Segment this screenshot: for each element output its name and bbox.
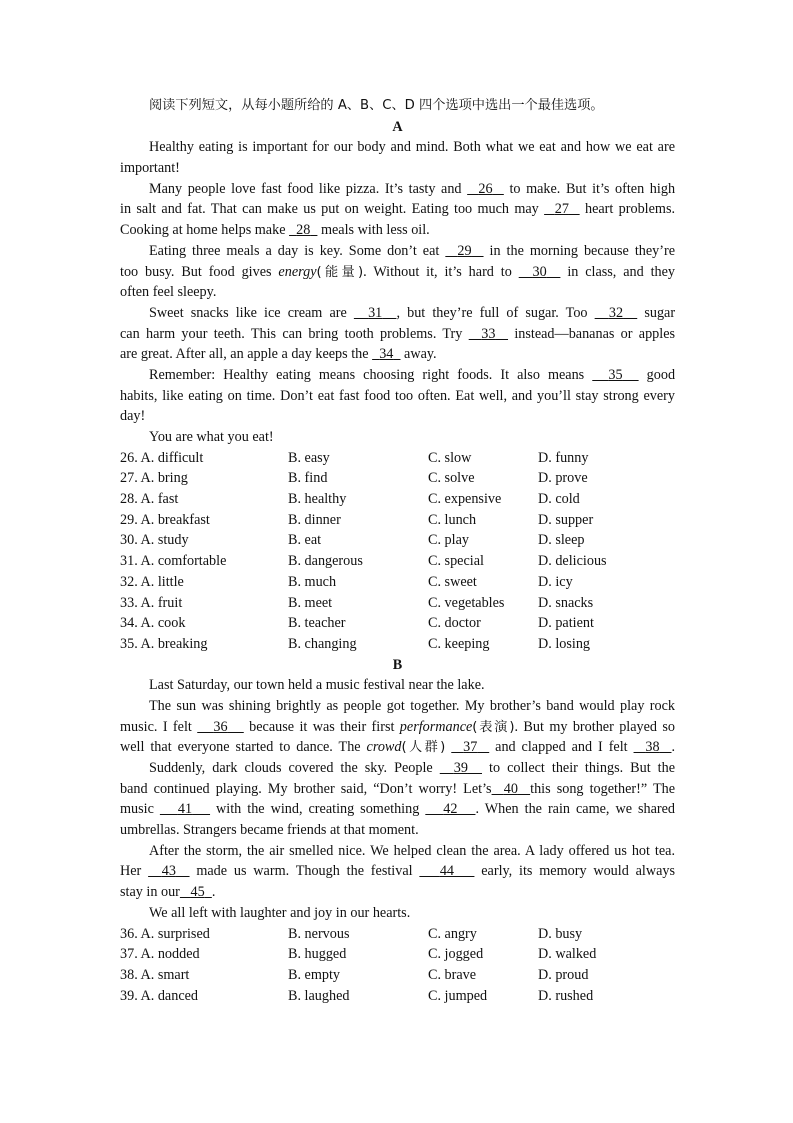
- section-a-options: [120, 448, 675, 655]
- passage-b-line: Suddenly, dark clouds covered the sky. People 39 to collect their things. But the: [149, 760, 675, 776]
- option-row: 38. A. smart B. empty C. brave D. proud: [120, 966, 589, 983]
- passage-a-line: habits, like eating on time. Don’t eat fast food too often. Eat well, and you’ll stay strong every: [120, 387, 675, 404]
- passage-b-line: After the storm, the air smelled nice. We helped clean the area. A lady offered us hot tea.: [149, 842, 675, 859]
- option-row: 32. A. little B. much C. sweet D. icy: [120, 573, 573, 590]
- passage-b-line: music. I felt 36 because it was their first performance(表演). But my brother played so: [120, 718, 676, 735]
- option-row: 37. A. nodded B. hugged C. jogged D. walked: [120, 946, 597, 963]
- option-row: 36. A. surprised B. nervous C. angry D. busy: [120, 925, 583, 942]
- passage-b-line: band continued playing. My brother said, “Don’t worry! Let’s 40 this song together!” The: [120, 780, 676, 797]
- section-b-heading: B: [392, 656, 403, 673]
- passage-a-line: important!: [120, 160, 180, 177]
- blank-32: 32: [608, 304, 624, 321]
- blank-31: 31: [368, 304, 383, 321]
- blank-41: 41: [177, 801, 193, 818]
- passage-b-line: Her 43 made us warm. Though the festival 44 early, its memory would always: [120, 863, 676, 880]
- passage-a-line: in salt and fat. That can make us put on weight. Eating too much may 27 heart problems.: [120, 201, 676, 218]
- option-row: 28. A. fast B. healthy C. expensive D. cold: [120, 491, 580, 508]
- section-b-options: [120, 924, 675, 1007]
- passage-b-line: Last Saturday, our town held a music festival near the lake.: [149, 677, 485, 694]
- blank-44: 44: [439, 863, 454, 880]
- passage-b-line: well that everyone started to dance. The crowd(人群) 37 and clapped and I felt 38 .: [120, 739, 676, 756]
- blank-35: 35: [608, 366, 623, 383]
- blank-30: 30: [532, 263, 547, 280]
- option-row: 33. A. fruit B. meet C. vegetables D. snacks: [120, 594, 594, 611]
- option-row: 26. A. difficult B. easy C. slow D. funny: [120, 449, 589, 466]
- blank-37: 37: [463, 739, 478, 756]
- passage-a-line: You are what you eat!: [149, 429, 274, 445]
- blank-45: 45: [190, 884, 205, 901]
- passage-b-line: umbrellas. Strangers became friends at that moment.: [120, 822, 419, 839]
- blank-33: 33: [481, 325, 496, 342]
- blank-38: 38: [645, 739, 660, 756]
- passage-a-line: Eating three meals a day is key. Some don’t eat 29 in the morning because they’re: [149, 242, 676, 259]
- passage-b-line: music 41 with the wind, creating something 42 . When the rain came, we shared: [120, 801, 676, 818]
- passage-a-line: Healthy eating is important for our body and mind. Both what we eat and how we eat are: [149, 139, 675, 156]
- blank-27: 27: [554, 201, 569, 218]
- passage-a-line: Many people love fast food like pizza. It’s tasty and 26 to make. But it’s often high: [149, 180, 676, 197]
- option-row: 30. A. study B. eat C. play D. sleep: [120, 532, 585, 549]
- passage-a-line: Sweet snacks like ice cream are 31 , but they’re full of sugar. Too 32 sugar: [149, 304, 676, 321]
- blank-34: 34: [379, 346, 394, 363]
- passage-b-line: The sun was shining brightly as people got together. My brother’s band would play rock: [149, 697, 675, 714]
- passage-a-line: can harm your teeth. This can bring tooth problems. Try 33 instead—bananas or apples: [120, 325, 676, 342]
- passage-a-line: too busy. But food gives energy(能量). Without it, it’s hard to 30 in class, and they: [120, 263, 676, 280]
- blank-26: 26: [478, 180, 493, 197]
- blank-39: 39: [453, 760, 468, 776]
- blank-43: 43: [161, 863, 176, 880]
- instruction: 阅读下列短文，从每小题所给的 A、B、C、D 四个选项中选出一个最佳选项。: [149, 98, 604, 113]
- passage-b-line: We all left with laughter and joy in our hearts.: [149, 904, 411, 921]
- option-row: 31. A. comfortable B. dangerous C. special D. delicious: [120, 553, 607, 570]
- passage-a-line: Remember: Healthy eating means choosing right foods. It also means 35 good: [149, 366, 676, 383]
- blank-28: 28: [296, 222, 311, 239]
- passage-a-line: often feel sleepy.: [120, 284, 217, 301]
- passage-a-line: are great. After all, an apple a day keeps the 34 away.: [120, 346, 437, 363]
- passage-b-line: stay in our 45 .: [120, 884, 216, 901]
- worksheet-page: [120, 96, 675, 1006]
- option-row: 29. A. breakfast B. dinner C. lunch D. supper: [120, 511, 594, 528]
- option-row: 34. A. cook B. teacher C. doctor D. patient: [120, 615, 594, 632]
- option-row: 39. A. danced B. laughed C. jumped D. rushed: [120, 987, 594, 1004]
- passage-a-line: Cooking at home helps make 28 meals with less oil.: [120, 222, 430, 239]
- option-row: 35. A. breaking B. changing C. keeping D. losing: [120, 635, 591, 652]
- blank-40: 40: [503, 780, 518, 797]
- blank-42: 42: [443, 801, 458, 818]
- blank-36: 36: [213, 718, 228, 735]
- option-row: 27. A. bring B. find C. solve D. prove: [120, 470, 588, 487]
- section-a-heading: A: [392, 118, 403, 135]
- blank-29: 29: [457, 242, 472, 259]
- passage-a-line: day!: [120, 408, 146, 425]
